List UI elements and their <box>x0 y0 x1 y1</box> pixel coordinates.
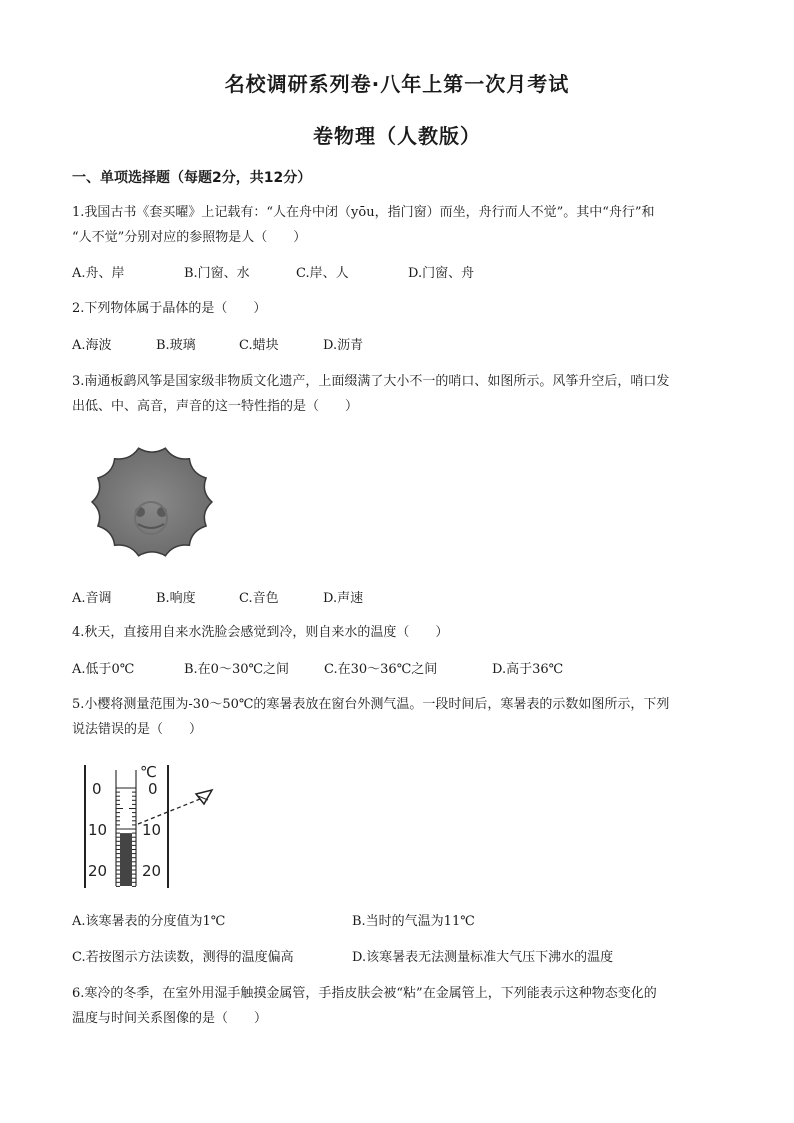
q6-text-line2: 温度与时间关系图像的是（ ） <box>72 1011 268 1026</box>
q1-text-line1: 1.我国古书《套买曜》上记载有：“人在舟中闭（yōu，指门窗）而坐，舟行而人不觉”。其中“舟行”和 <box>72 205 655 220</box>
thermo-right-label-20: 20 <box>142 862 162 880</box>
q1-option-c: C.岸、人 <box>296 266 349 281</box>
q5-option-b: B.当时的气温为11℃ <box>352 914 475 929</box>
q5-text-line1: 5.小樱将测量范围为-30～50℃的寒暑表放在窗台外测气温。一段时间后，寒暑表的示数如图所示，下列 <box>72 697 670 712</box>
q5-option-d: D.该寒暑表无法测量标准大气压下沸水的温度 <box>352 950 614 965</box>
q5-option-c: C.若按图示方法读数，测得的温度偏高 <box>72 950 294 965</box>
q4-text-line1: 4.秋天，直接用自来水洗脸会感觉到冷，则自来水的温度（ ） <box>72 625 449 640</box>
q3-option-a: A.音调 <box>72 591 112 606</box>
thermometer-figure <box>80 760 225 892</box>
thermo-right-label-0: 0 <box>148 780 158 798</box>
q6-text-line1: 6.寒冷的冬季，在室外用湿手触摸金属管，手指皮肤会被“粘”在金属管上，下列能表示这种物态变化的 <box>72 986 657 1001</box>
thermometer-liquid <box>120 833 132 886</box>
section-heading: 一、单项选择题（每题2分，共12分） <box>72 170 312 186</box>
q3-option-b: B.响度 <box>156 591 196 606</box>
q5-text-line2: 说法错误的是（ ） <box>72 722 203 737</box>
title-line-2: 卷物理（人教版） <box>313 124 481 148</box>
q1-option-b: B.门窗、水 <box>184 266 250 281</box>
thermometer-unit: ℃ <box>140 763 157 781</box>
q1-text-line2: “人不觉”分别对应的参照物是人（ ） <box>72 230 307 245</box>
q3-option-c: C.音色 <box>239 591 279 606</box>
q4-option-c: C.在30～36℃之间 <box>324 662 438 677</box>
thermo-left-label-20: 20 <box>88 862 108 880</box>
eye-icon <box>196 790 212 804</box>
title-line-1: 名校调研系列卷·八年上第一次月考试 <box>224 72 570 96</box>
thermo-left-label-0: 0 <box>92 780 102 798</box>
q4-option-a: A.低于0℃ <box>72 662 135 677</box>
thermo-left-label-10: 10 <box>88 821 108 839</box>
q1-option-d: D.门窗、舟 <box>408 266 475 281</box>
q2-option-d: D.沥青 <box>323 338 364 353</box>
kite-whistle-figure <box>80 440 225 565</box>
q2-option-a: A.海波 <box>72 338 112 353</box>
q3-text-line1: 3.南通板鹞风筝是国家级非物质文化遗产，上面缀满了大小不一的哨口、如图所示。风筝升空后，哨口发 <box>72 374 670 389</box>
q3-option-d: D.声速 <box>323 591 364 606</box>
q2-option-c: C.蜡块 <box>239 338 279 353</box>
q3-text-line2: 出低、中、高音，声音的这一特性指的是（ ） <box>72 399 359 414</box>
q2-text-line1: 2.下列物体属于晶体的是（ ） <box>72 301 267 316</box>
q5-option-a: A.该寒暑表的分度值为1℃ <box>72 914 226 929</box>
q4-option-d: D.高于36℃ <box>492 662 564 677</box>
q2-option-b: B.玻璃 <box>156 338 196 353</box>
q1-option-a: A.舟、岸 <box>72 266 125 281</box>
thermo-right-label-10: 10 <box>142 821 162 839</box>
q4-option-b: B.在0～30℃之间 <box>184 662 290 677</box>
